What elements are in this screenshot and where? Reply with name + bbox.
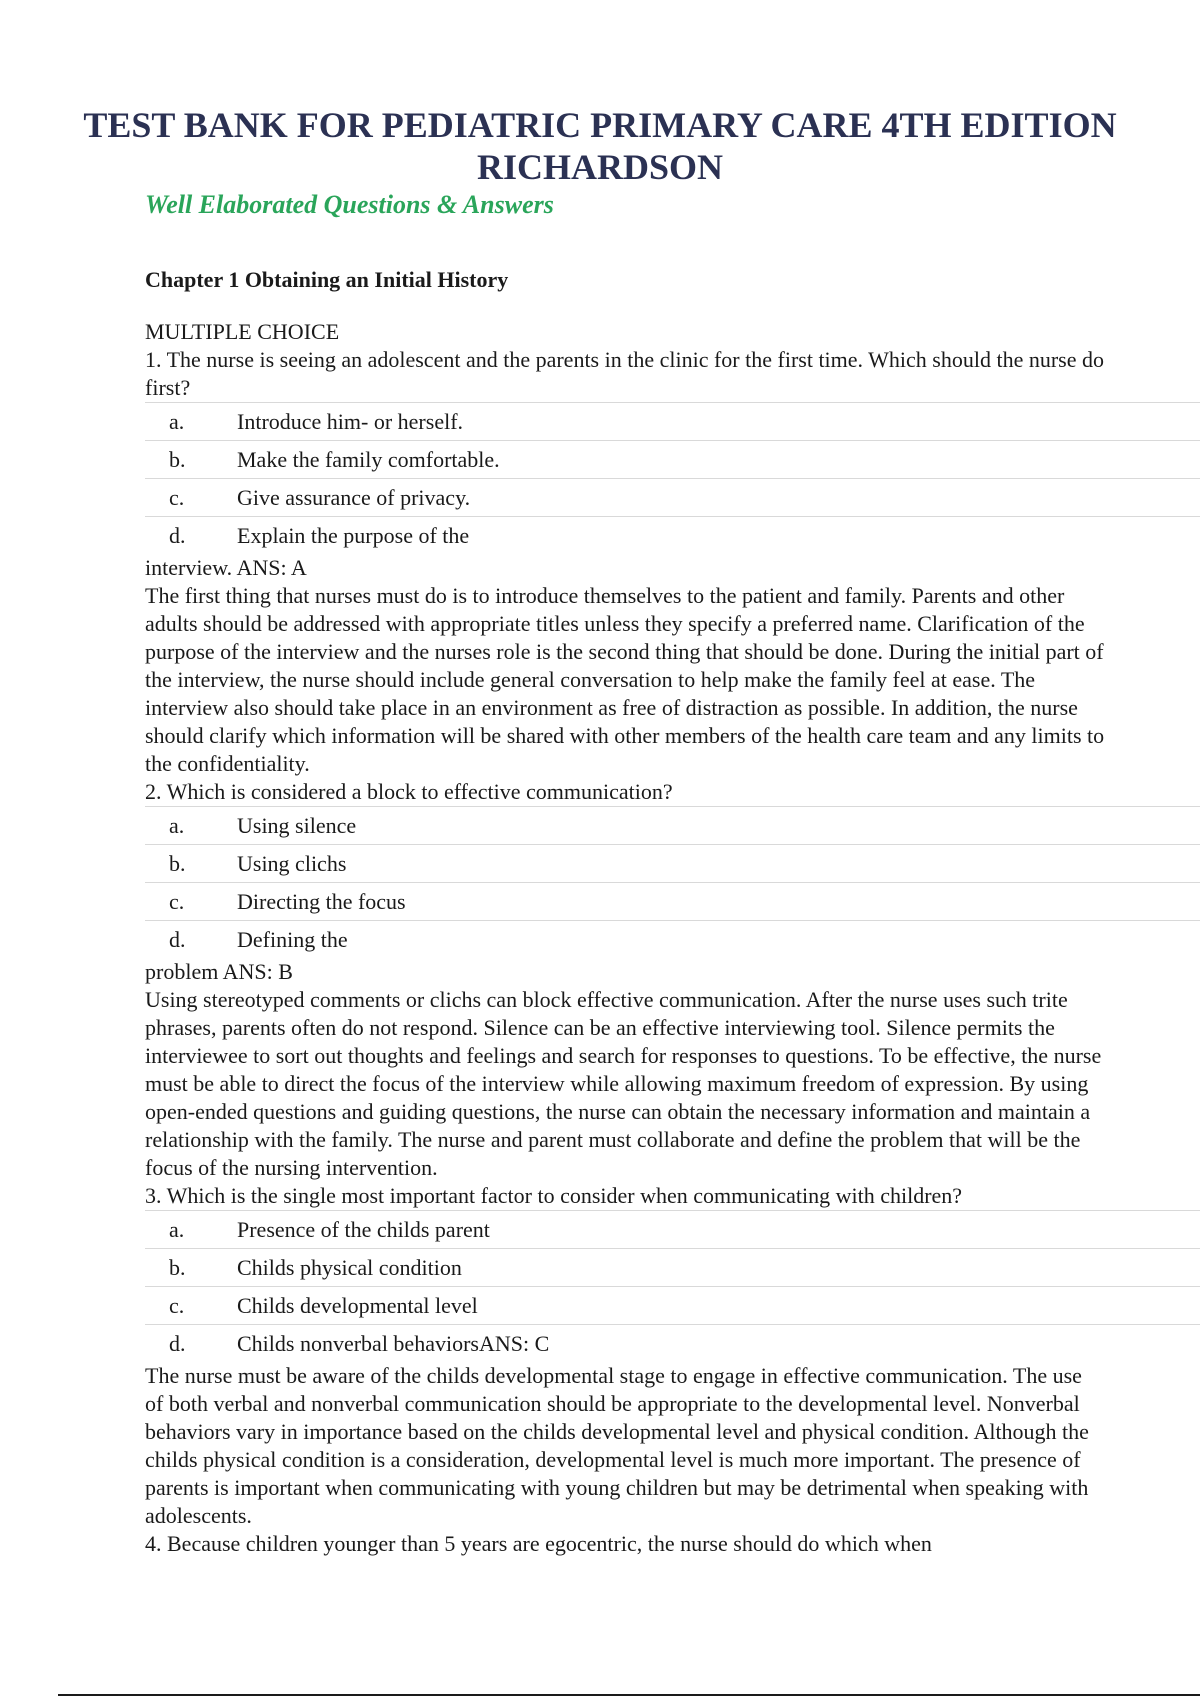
option-text: Explain the purpose of the bbox=[237, 522, 470, 548]
question-2-options bbox=[145, 806, 1200, 958]
option-row bbox=[145, 1287, 1200, 1325]
option-letter: c. bbox=[169, 1292, 185, 1318]
option-row bbox=[145, 921, 1200, 958]
option-letter: c. bbox=[169, 888, 185, 914]
option-letter: d. bbox=[169, 1330, 186, 1356]
document-body bbox=[145, 318, 1200, 1558]
question-1: 1. The nurse is seeing an adolescent and the parents in the clinic for the first time. Which should the nurse do first? bbox=[145, 347, 1104, 400]
option-text: Directing the focus bbox=[237, 888, 406, 914]
rationale: The nurse must be aware of the childs developmental stage to engage in effective communication. The use of both verbal and nonverbal communication should be appropriate to the developmental level. Nonverbal behaviors vary in importance based on the childs developmental level and physical condition. Although the childs physical condition is a consideration, developmental level is much more important. The presence of parents is important when communicating with young children but may be detrimental when speaking with adolescents. bbox=[145, 1363, 1089, 1528]
option-letter: b. bbox=[169, 446, 186, 472]
option-text: Introduce him- or herself. bbox=[237, 408, 464, 434]
option-text: Childs physical condition bbox=[237, 1254, 462, 1280]
option-row bbox=[145, 517, 1200, 554]
option-text: Using clichs bbox=[237, 850, 347, 876]
chapter-heading: Chapter 1 Obtaining an Initial History bbox=[145, 267, 509, 292]
option-letter: b. bbox=[169, 850, 186, 876]
option-letter: c. bbox=[169, 484, 185, 510]
option-row bbox=[145, 402, 1200, 441]
option-text: Childs developmental level bbox=[237, 1292, 478, 1318]
option-row bbox=[145, 441, 1200, 479]
option-letter: d. bbox=[169, 522, 186, 548]
question-3: 3. Which is the single most important factor to consider when communicating with children? bbox=[145, 1183, 963, 1208]
section-label: MULTIPLE CHOICE bbox=[145, 319, 340, 344]
option-row bbox=[145, 479, 1200, 517]
option-letter: a. bbox=[169, 812, 185, 838]
question-1-options bbox=[145, 402, 1200, 554]
option-row bbox=[145, 883, 1200, 921]
option-text: Childs nonverbal behaviorsANS: C bbox=[237, 1330, 550, 1356]
option-text: Presence of the childs parent bbox=[237, 1216, 490, 1242]
option-text: Defining the bbox=[237, 926, 348, 952]
question-3-options bbox=[145, 1210, 1200, 1362]
answer-line: interview. ANS: A bbox=[145, 555, 307, 580]
footer-rule bbox=[58, 1694, 1200, 1696]
option-row bbox=[145, 1249, 1200, 1287]
answer-line: problem ANS: B bbox=[145, 959, 293, 984]
option-row bbox=[145, 1325, 1200, 1362]
rationale: The first thing that nurses must do is to introduce themselves to the patient and family. Parents and other adults should be addressed with appropriate titles unless they specify a preferred name. Clarification of the purpose of the interview and the nurses role is the second thing that should be done. During the initial part of the interview, the nurse should include general conversation to help make the family feel at ease. The interview also should take place in an environment as free of distraction as possible. In addition, the nurse should clarify which information will be shared with other members of the health care team and any limits to the confidentiality. bbox=[145, 583, 1105, 776]
option-text: Make the family comfortable. bbox=[237, 446, 500, 472]
option-row bbox=[145, 806, 1200, 845]
question-2: 2. Which is considered a block to effective communication? bbox=[145, 779, 673, 804]
option-letter: a. bbox=[169, 408, 185, 434]
option-letter: d. bbox=[169, 926, 186, 952]
option-row bbox=[145, 845, 1200, 883]
document-title: TEST BANK FOR PEDIATRIC PRIMARY CARE 4TH EDITION RICHARDSON bbox=[83, 105, 1117, 187]
option-letter: b. bbox=[169, 1254, 186, 1280]
rationale: Using stereotyped comments or clichs can block effective communication. After the nurse uses such trite phrases, parents often do not respond. Silence can be an effective interviewing tool. Silence permits the interviewee to sort out thoughts and feelings and search for responses to questions. To be effective, the nurse must be able to direct the focus of the interview while allowing maximum freedom of expression. By using open-ended questions and guiding questions, the nurse can obtain the necessary information and maintain a relationship with the family. The nurse and parent must collaborate and define the problem that will be the focus of the nursing intervention. bbox=[145, 987, 1102, 1180]
option-text: Using silence bbox=[237, 812, 357, 838]
option-letter: a. bbox=[169, 1216, 185, 1242]
question-4: 4. Because children younger than 5 years are egocentric, the nurse should do which when bbox=[145, 1531, 932, 1556]
option-row bbox=[145, 1210, 1200, 1249]
option-text: Give assurance of privacy. bbox=[237, 484, 471, 510]
document-subtitle: Well Elaborated Questions & Answers bbox=[145, 190, 554, 219]
